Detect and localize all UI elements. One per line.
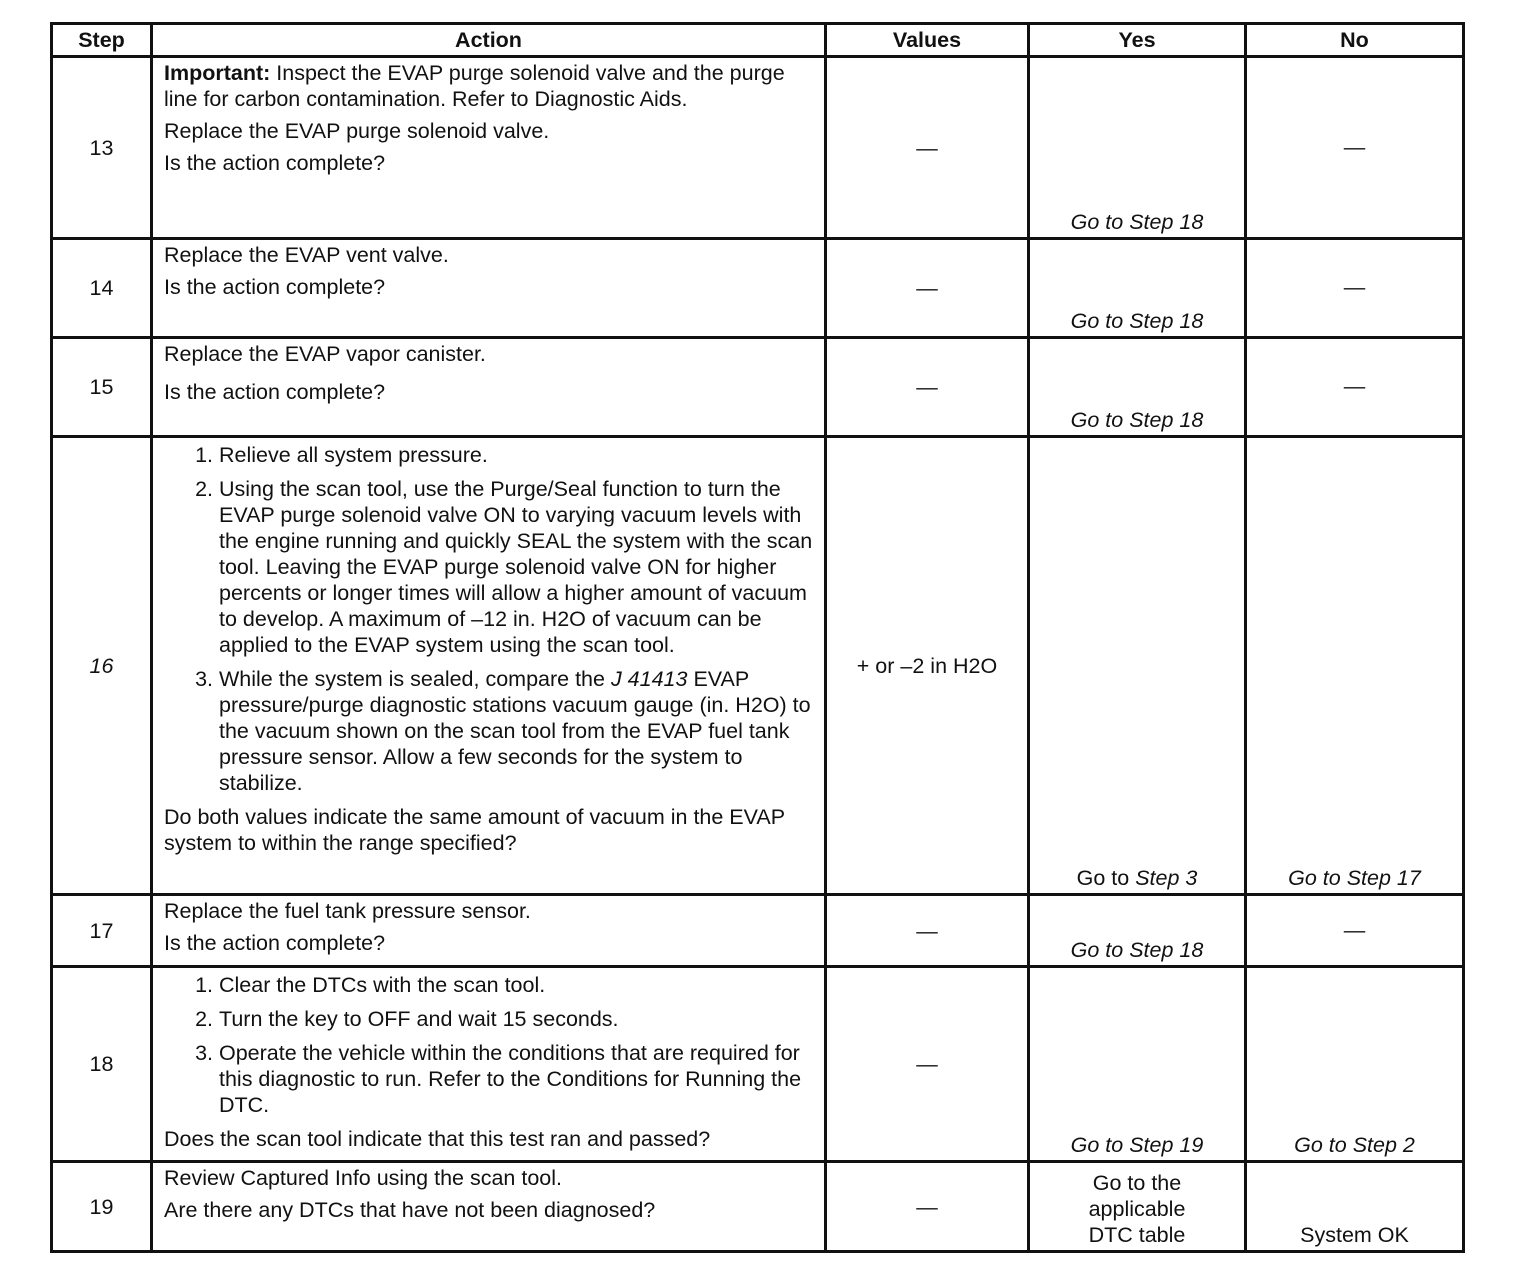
action-question: Does the scan tool indicate that this test ran and passed? xyxy=(164,1127,711,1151)
yes-cell xyxy=(1029,437,1246,895)
action-step: 2. Turn the key to OFF and wait 15 seconds. xyxy=(219,1006,814,1032)
yes-text: Go to the applicable DTC table xyxy=(1088,1171,1186,1247)
values-cell: — xyxy=(826,338,1029,437)
values-cell: — xyxy=(826,1162,1029,1252)
step-number: 19 xyxy=(52,1162,152,1252)
action-line: Replace the fuel tank pressure sensor. xyxy=(164,899,531,923)
action-steps xyxy=(164,972,814,1118)
step-number: 17 xyxy=(52,895,152,967)
action-cell xyxy=(152,1162,826,1252)
step-number: 15 xyxy=(52,338,152,437)
action-question: Is the action complete? xyxy=(164,931,386,955)
yes-cell: Go to Step 19 xyxy=(1029,967,1246,1162)
action-step-text: EVAP pressure/purge diagnostic stations vacuum gauge (in. H2O) to the vacuum shown on the scan tool from the EVAP fuel tank pressure sensor. Allow a few seconds for the system to stabilize. xyxy=(219,667,811,795)
header-row xyxy=(52,24,1464,57)
table-row xyxy=(52,967,1464,1162)
step-number: 18 xyxy=(52,967,152,1162)
tool-reference: J 41413 xyxy=(610,667,688,691)
no-cell: — xyxy=(1246,895,1464,967)
action-step: 2. Using the scan tool, use the Purge/Seal function to turn the EVAP purge solenoid valve ON to varying vacuum levels with the engine running and quickly SEAL the system with the scan tool. Leaving the EVAP purge solenoid valve ON for higher percents or longer times will allow a higher amount of vacuum to develop. A maximum of –12 in. H2O of vacuum can be applied to the EVAP system using the scan tool. xyxy=(219,476,814,658)
step-number: 13 xyxy=(52,57,152,239)
action-cell xyxy=(152,437,826,895)
yes-cell: Go to Step 18 xyxy=(1029,239,1246,338)
header-action: Action xyxy=(152,24,826,57)
no-cell: — xyxy=(1246,338,1464,437)
action-cell xyxy=(152,239,826,338)
header-values: Values xyxy=(826,24,1029,57)
action-question: Is the action complete? xyxy=(164,151,386,175)
important-label: Important: xyxy=(164,61,271,85)
values-cell: — xyxy=(826,895,1029,967)
values-cell: — xyxy=(826,57,1029,239)
step-number: 14 xyxy=(52,239,152,338)
yes-cell: Go to Step 18 xyxy=(1029,57,1246,239)
action-question: Are there any DTCs that have not been diagnosed? xyxy=(164,1198,656,1222)
table-row xyxy=(52,895,1464,967)
yes-cell: Go to Step 18 xyxy=(1029,895,1246,967)
table-row xyxy=(52,57,1464,239)
action-cell xyxy=(152,57,826,239)
values-cell: — xyxy=(826,967,1029,1162)
no-cell: Go to Step 2 xyxy=(1246,967,1464,1162)
header-step: Step xyxy=(52,24,152,57)
table-row xyxy=(52,437,1464,895)
values-cell: + or –2 in H2O xyxy=(826,437,1029,895)
header-no: No xyxy=(1246,24,1464,57)
no-cell: Go to Step 17 xyxy=(1246,437,1464,895)
no-cell: — xyxy=(1246,57,1464,239)
action-line: Replace the EVAP vapor canister. xyxy=(164,342,486,366)
yes-cell: Go to Step 18 xyxy=(1029,338,1246,437)
step-link[interactable]: Step 3 xyxy=(1135,866,1198,890)
yes-cell xyxy=(1029,1162,1246,1252)
action-line: Replace the EVAP purge solenoid valve. xyxy=(164,119,550,143)
action-cell xyxy=(152,338,826,437)
important-text: Inspect the EVAP purge solenoid valve and the purge line for carbon contamination. Refer to Diagnostic Aids. xyxy=(164,61,785,111)
table-row xyxy=(52,1162,1464,1252)
action-line: Review Captured Info using the scan tool. xyxy=(164,1166,562,1190)
yes-text: Go to xyxy=(1076,866,1136,890)
action-cell xyxy=(152,895,826,967)
table-row xyxy=(52,338,1464,437)
action-cell xyxy=(152,967,826,1162)
action-step-text: While the system is sealed, compare the xyxy=(219,667,611,691)
action-question: Is the action complete? xyxy=(164,275,386,299)
no-cell: — xyxy=(1246,239,1464,338)
table-row xyxy=(52,239,1464,338)
action-step: 1. Relieve all system pressure. xyxy=(219,442,814,468)
action-step xyxy=(219,666,814,796)
action-step: 1. Clear the DTCs with the scan tool. xyxy=(219,972,814,998)
header-yes: Yes xyxy=(1029,24,1246,57)
values-cell: — xyxy=(826,239,1029,338)
action-question: Do both values indicate the same amount of vacuum in the EVAP system to within the range specified? xyxy=(164,805,785,855)
step-number: 16 xyxy=(52,437,152,895)
action-step: 3. Operate the vehicle within the conditions that are required for this diagnostic to run. Refer to the Conditions for Running the DTC. xyxy=(219,1040,814,1118)
action-question: Is the action complete? xyxy=(164,380,386,404)
action-steps xyxy=(164,442,814,796)
no-cell: System OK xyxy=(1246,1162,1464,1252)
diagnostic-table xyxy=(50,22,1465,1253)
action-line: Replace the EVAP vent valve. xyxy=(164,243,449,267)
important-note xyxy=(164,60,814,112)
